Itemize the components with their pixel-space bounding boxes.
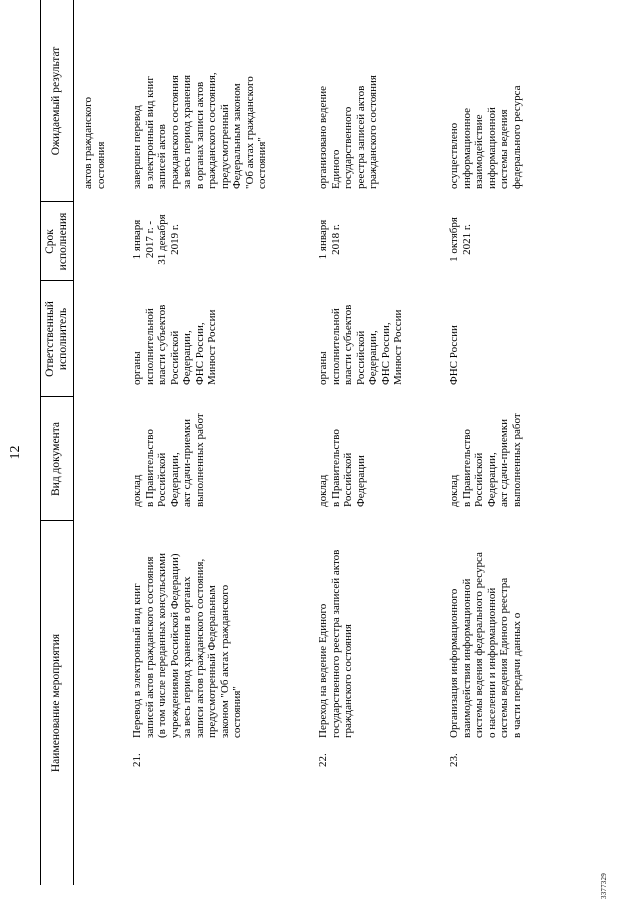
activity-name: Перевод в электронный вид книг записей актов гражданского состояния (в том числе переданных консульскими учреждениями Российской Федерации) за весь период хранения в органах записи актов гражданского состояния, предусмотренный Федеральным законом "Об актах гражданского состояния" <box>131 553 243 738</box>
deadline: 1 января 2018 г. <box>317 219 342 260</box>
header-doc-type: Вид документа <box>50 422 62 496</box>
expected-result: организовано ведение Единого государственного реестра записей актов гражданского состояния <box>317 75 379 189</box>
activities-table <box>40 0 640 885</box>
document-type: доклад в Правительство Российской Федерации <box>317 429 367 507</box>
carryover-result: актов гражданского состояния <box>82 97 107 189</box>
row-number: 22. <box>317 753 329 767</box>
row-number: 21. <box>131 753 143 767</box>
page-number: 12 <box>8 445 23 460</box>
document-type: доклад в Правительство Российской Федерации, акт сдачи-приемки выполненных работ <box>448 413 523 507</box>
deadline: 1 октября 2021 г. <box>448 217 473 262</box>
expected-result: осуществлено информационное взаимодействие информационной системы ведения федерального ресурса <box>448 85 523 189</box>
header-responsible: Ответственный исполнитель <box>43 301 69 377</box>
document-type: доклад в Правительство Российской Федерации, акт сдачи-приемки выполненных работ <box>131 413 206 507</box>
responsible-executor: ФНС России <box>448 325 460 385</box>
header-name: Наименование мероприятия <box>50 633 62 773</box>
expected-result: завершен перевод в электронный вид книг записей актов гражданского состояния за весь период хранения в органах записи актов гражданского состояния, предусмотренный Федеральным законом "Об актах гражданского состояния" <box>131 72 268 189</box>
activity-name: Переход на ведение Единого государственного реестра записей актов гражданского состояния <box>317 549 354 738</box>
header-result: Ожидаемый результат <box>50 46 62 156</box>
responsible-executor: органы исполнительной власти субъектов Российской Федерации, ФНС России, Минюст России <box>131 304 218 385</box>
responsible-executor: органы исполнительной власти субъектов Российской Федерации, ФНС России, Минюст России <box>317 304 404 385</box>
row-number: 23. <box>448 753 460 767</box>
header-deadline: Срок исполнения <box>43 212 69 271</box>
document-id: 3377329 <box>600 873 608 899</box>
activity-name: Организация информационного взаимодействия информационной системы ведения федерального ресурса о населении и информационной системы ведения Единого реестра в части передачи данных о <box>448 552 523 738</box>
deadline: 1 января 2017 г. - 31 декабря 2019 г. <box>131 214 181 265</box>
header-bottom-rule <box>73 0 74 885</box>
